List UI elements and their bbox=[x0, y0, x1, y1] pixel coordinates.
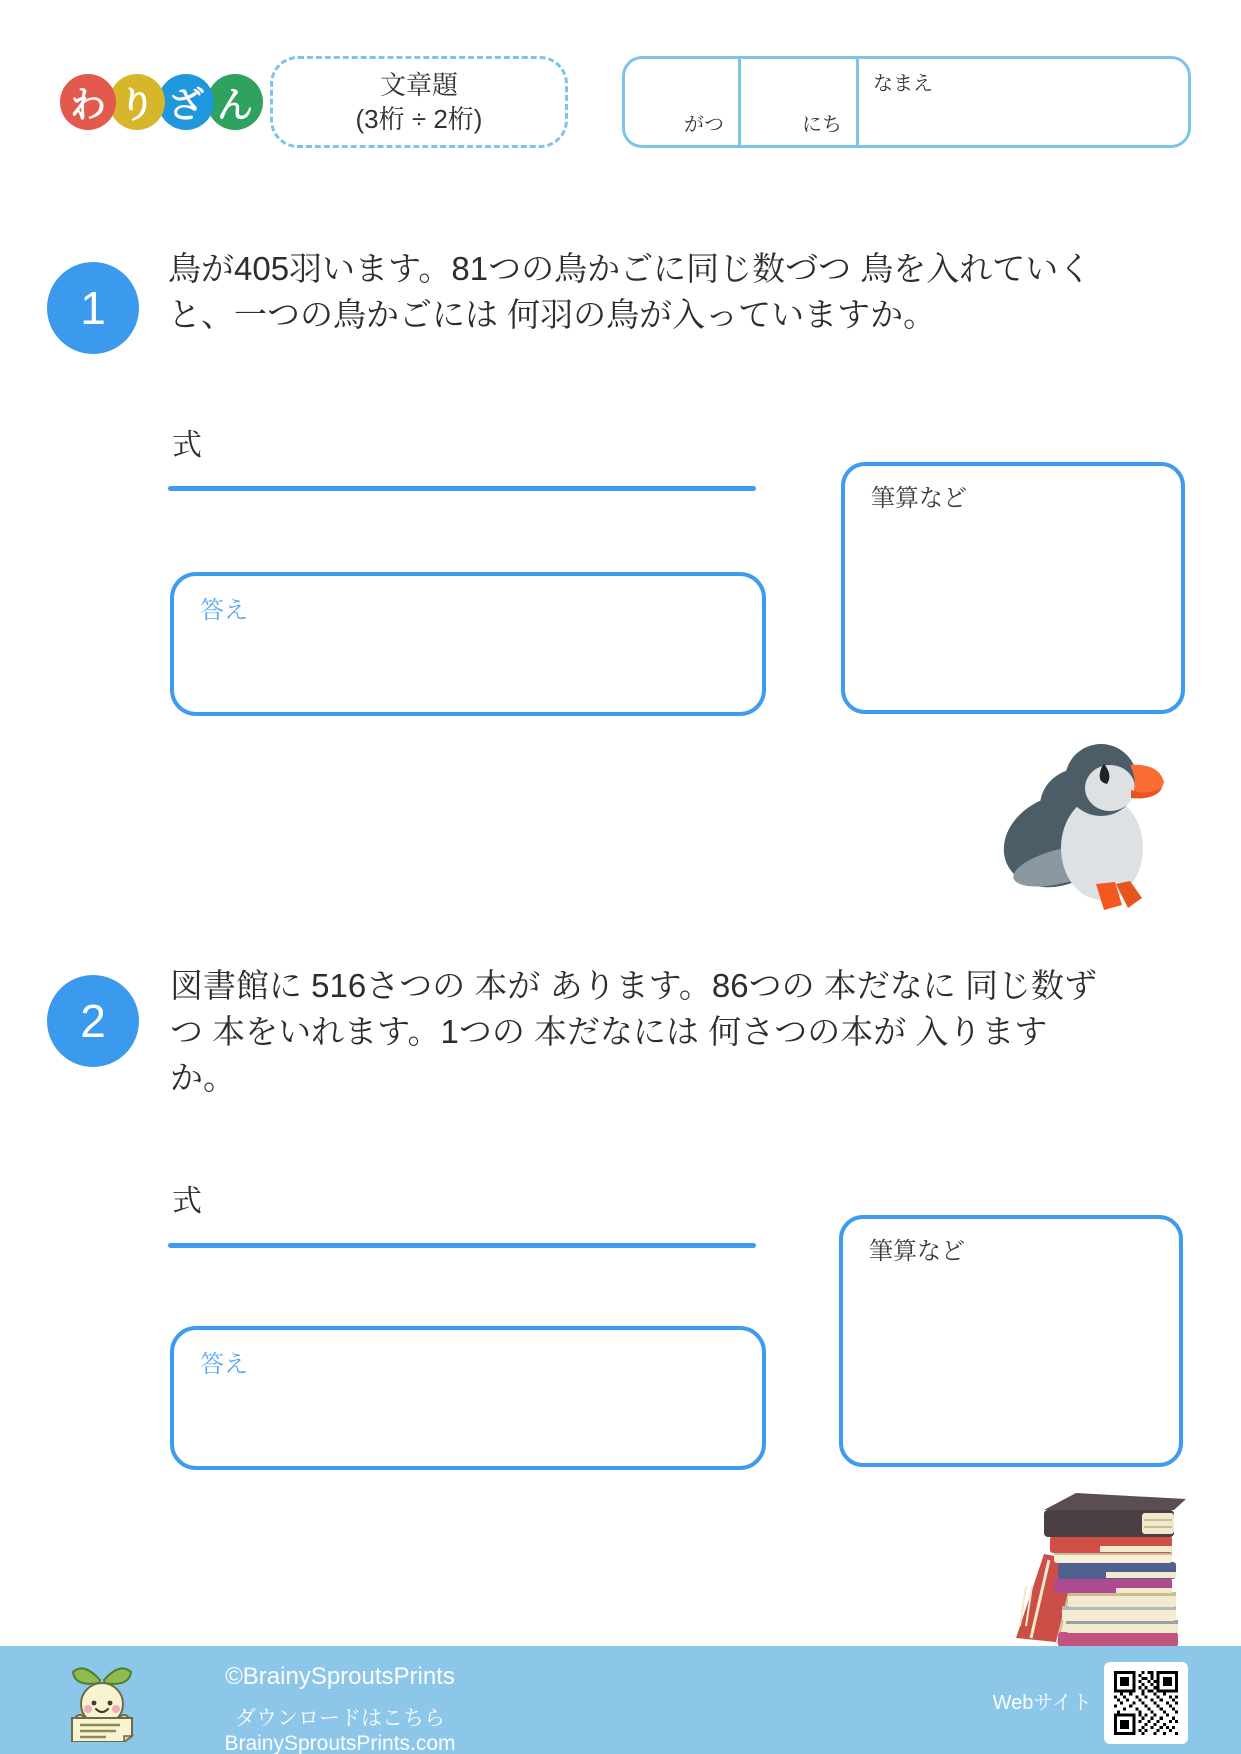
day-field[interactable] bbox=[741, 59, 859, 145]
copyright-text: ©BrainySproutsPrints bbox=[225, 1663, 455, 1690]
problem-2-answer-label: 答え bbox=[200, 1351, 248, 1378]
day-label: にち bbox=[802, 114, 842, 136]
worksheet-subtitle: (3桁 ÷ 2桁) bbox=[355, 104, 483, 134]
worksheet-title-box bbox=[270, 56, 568, 148]
problem-2-text: 図書館に 516さつの 本が あります。86つの 本だなに 同じ数ずつ 本をいれます。1つの 本だなには 何さつの本が 入りますか。 bbox=[170, 967, 1097, 1096]
logo-char-n: ん bbox=[207, 74, 263, 130]
problem-1-work-area[interactable] bbox=[841, 462, 1185, 714]
name-field[interactable] bbox=[859, 59, 1188, 145]
problem-1-text: 鳥が405羽います。81つの鳥かごに同じ数づつ 鳥を入れていくと、一つの鳥かごには 何羽の鳥が入っていますか。 bbox=[168, 250, 1092, 333]
problem-1-work-label: 筆算など bbox=[871, 485, 967, 512]
problem-1-number: 1 bbox=[80, 282, 106, 334]
problem-2-work-label: 筆算など bbox=[869, 1238, 965, 1265]
logo-char-za: ざ bbox=[158, 74, 214, 130]
problem-2-work-area[interactable] bbox=[839, 1215, 1183, 1467]
download-text: ダウンロードはこちら BrainySproutsPrints.com bbox=[224, 1707, 456, 1754]
warizan-logo bbox=[60, 74, 256, 130]
problem-1-answer-label: 答え bbox=[200, 597, 248, 624]
book-stack-illustration bbox=[996, 1486, 1188, 1653]
name-label: なまえ bbox=[873, 73, 933, 95]
website-label: Webサイト bbox=[992, 1692, 1092, 1714]
problem-2-equation-line[interactable] bbox=[168, 1243, 756, 1248]
worksheet-title: 文章題 bbox=[379, 70, 458, 100]
month-field[interactable] bbox=[625, 59, 741, 145]
problem-1-equation-label: 式 bbox=[172, 429, 202, 462]
problem-1-number-badge bbox=[47, 262, 139, 354]
logo-char-wa: わ bbox=[60, 74, 116, 130]
problem-1-answer-area[interactable] bbox=[170, 572, 766, 716]
qr-code-icon[interactable] bbox=[1104, 1662, 1188, 1744]
problem-2-number-badge bbox=[47, 975, 139, 1067]
problem-1-equation-line[interactable] bbox=[168, 486, 756, 491]
month-label: がつ bbox=[684, 114, 724, 136]
problem-2-answer-area[interactable] bbox=[170, 1326, 766, 1470]
problem-2-number: 2 bbox=[80, 995, 106, 1047]
problem-2-equation-label: 式 bbox=[172, 1185, 202, 1218]
logo-char-ri: り bbox=[109, 74, 165, 130]
date-name-table bbox=[622, 56, 1191, 148]
footer-bar bbox=[0, 1646, 1241, 1754]
puffin-bird-illustration bbox=[1000, 738, 1168, 921]
